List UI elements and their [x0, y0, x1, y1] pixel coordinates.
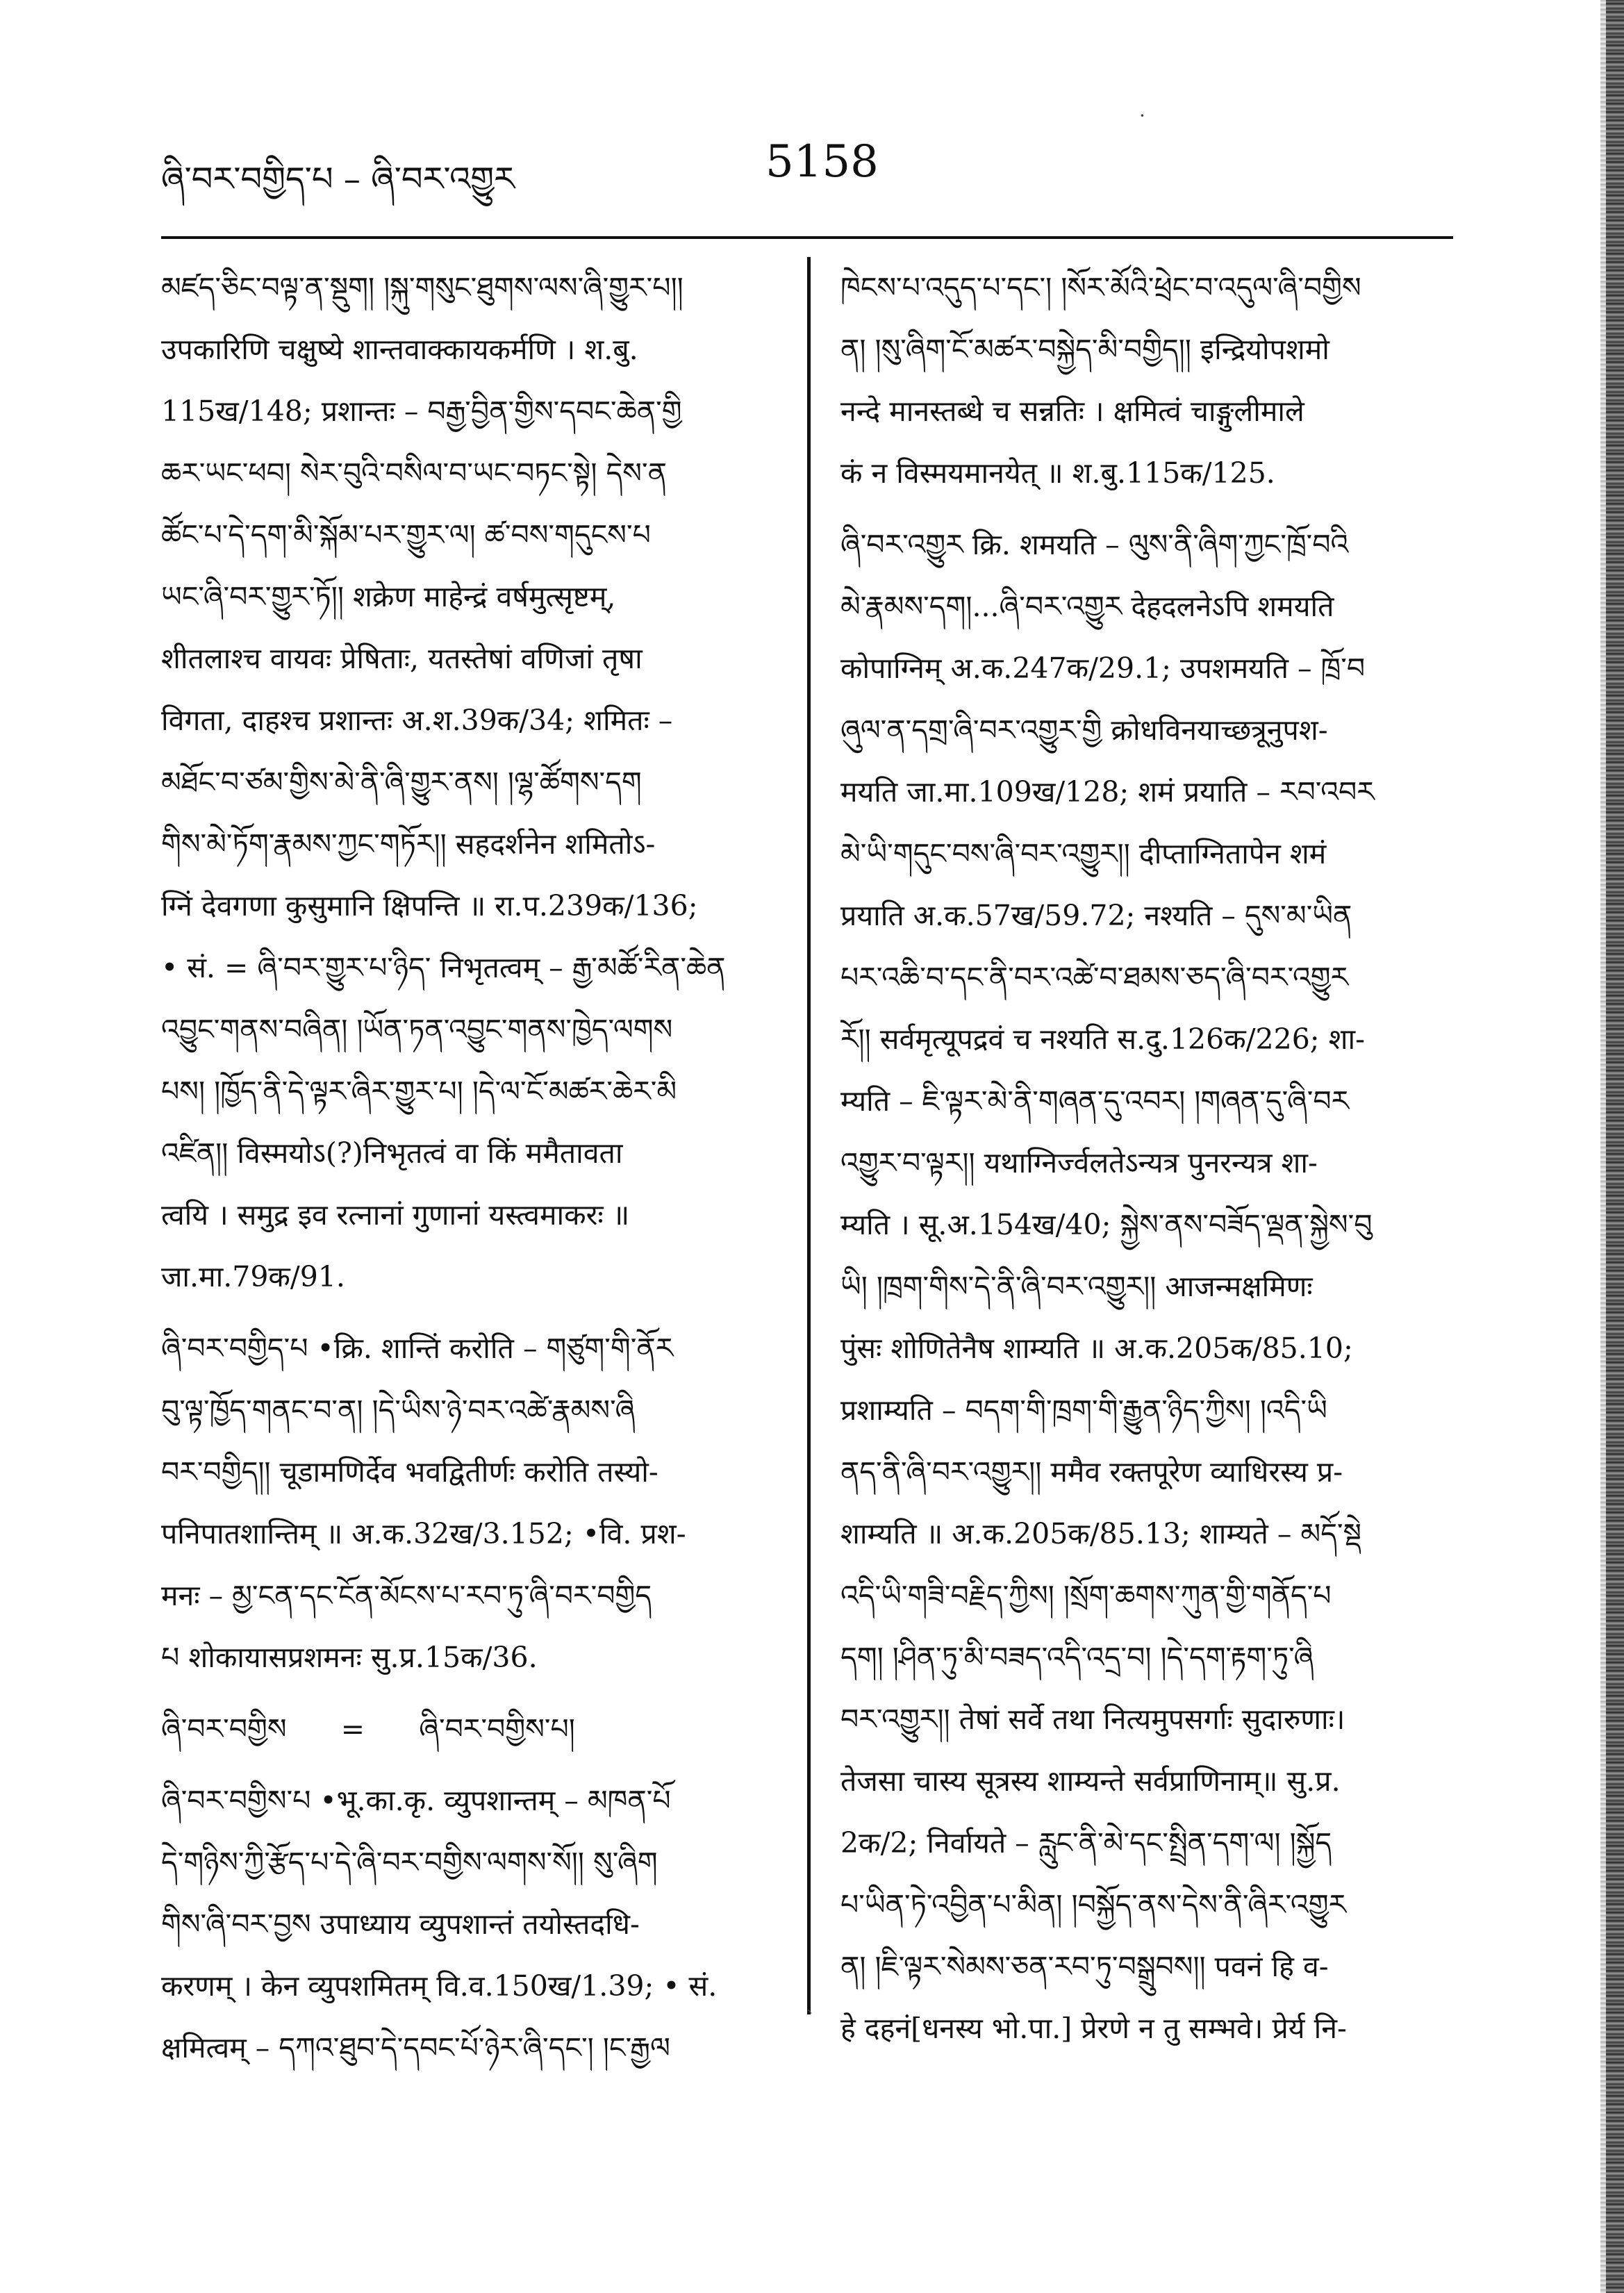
scan-speck: `	[806, 2008, 815, 2030]
text-line: གིས་ཞི་བར་བྱས उपाध्याय व्युपशान्तं तयोस्तदधि-	[161, 1907, 640, 1941]
text-line: तेजसा चास्य सूत्रस्य शाम्यन्ते सर्वप्राणिनाम्॥ सु.प्र.	[840, 1764, 1341, 1798]
text-line: शीतलाश्च वायवः प्रेषिताः, यतस्तेषां वणिजां तृषा	[161, 642, 643, 675]
left-column	[161, 257, 786, 2079]
text-line: ཚོང་པ་དེ་དག་མི་སྐོམ་པར་གྱུར་ལ། ཚ་བས་གདུངས་པ	[161, 518, 651, 552]
text-line: པར་འཆི་བ་དང་ནི་བར་འཚེ་བ་ཐམས་ཅད་ཞི་བར་འགྱུར	[840, 961, 1349, 994]
text-line: ཁེངས་པ་འདུད་པ་དང་། །སོར་མོའི་ཕྲེང་བ་འདུལ་ཞི་བགྱིས	[840, 271, 1361, 304]
running-head: ཞི་བར་བགྱིད་པ – ཞི་བར་འགྱུར	[161, 160, 515, 199]
text-line: हे दहनं[धनस्य भो.पा.] प्रेरणे न तु सम्भवे। प्रेर्य नि-	[840, 2012, 1347, 2045]
text-line: པ་ཡིན་ཏེ་འབྱིན་པ་མིན། །བསྐྱོད་ནས་དེས་ནི་ཞིར་འགྱུར	[840, 1888, 1347, 1921]
text-line: कं न विस्मयमानयेत् ॥ श.बु.115क/125.	[840, 456, 1275, 490]
scan-edge	[1606, 0, 1624, 2293]
text-line: जा.मा.79क/91.	[161, 1260, 345, 1293]
text-line: པས། །ཁྱོད་ནི་དེ་ལྟར་ཞིར་གྱུར་པ། །དེ་ལ་ངོ་མཚར་ཆེར་མི	[161, 1075, 677, 1108]
text-line: मयति जा.मा.109ख/128; शमं प्रयाति – རབ་འབར	[840, 775, 1375, 809]
text-line: ཆར་ཡང་ཕབ། སེར་བུའི་བསིལ་བ་ཡང་བཏང་སྟེ། དེས་ན	[161, 456, 667, 490]
text-line: པ शोकायासप्रशमनः सु.प्र.15क/36.	[161, 1641, 538, 1674]
text-line: ཡི། །ཁྲག་གིས་དེ་ནི་ཞི་བར་འགྱུར།། आजन्मक्षमिणः	[840, 1270, 1313, 1303]
text-line: ཞི་བར་བགྱིད་པ •क्रि. शान्तिं करोति – གཙུག་གི་ནོར	[161, 1332, 674, 1365]
text-line: ཞི་བར་བགྱིས = ཞི་བར་བགྱིས་པ།	[161, 1712, 575, 1746]
text-line: पनिपातशान्तिम् ॥ अ.क.32ख/3.152; •वि. प्रश-	[161, 1517, 686, 1550]
text-line: नन्दे मानस्तब्धे च सन्नतिः । क्षमित्वं चाङ्गुलीमाले	[840, 395, 1304, 428]
entry-gap	[840, 504, 1452, 514]
text-line: མེ་རྣམས་དག།...ཞི་བར་འགྱུར देहदलनेऽपि शमयति	[840, 590, 1334, 623]
text-line: འཛིན།། विस्मयोऽ(?)निभृतत्वं वा किं ममैतावता	[161, 1136, 623, 1170]
text-line: བར་བགྱིད།། चूडामणिर्देव भवद्वितीर्णः करोति तस्यो-	[161, 1455, 658, 1489]
text-line: གིས་མེ་ཏོག་རྣམས་ཀྱང་གཏོར།། सहदर्शनेन शमितोऽ-	[161, 827, 656, 861]
page-header	[161, 136, 1446, 199]
text-line: त्वयि । समुद्र इव रत्नानां गुणानां यस्त्वमाकरः ॥	[161, 1198, 630, 1232]
text-line: करणम् । केन व्युपशमितम् वि.व.150ख/1.39; • सं.	[161, 1969, 718, 2003]
text-line: ཞུལ་ན་དགྲ་ཞི་བར་འགྱུར་གྱི क्रोधविनयाच्छत्रूनुपश-	[840, 713, 1328, 747]
text-line: शाम्यति ॥ अ.क.205क/85.13; शाम्यते – མདོ་སྡེ	[840, 1517, 1361, 1550]
text-line: उपकारिणि चक्षुष्ये शान्तवाक्कायकर्मणि । श.बु.	[161, 333, 638, 366]
text-line: མེ་ཡི་གདུང་བས་ཞི་བར་འགྱུར།། दीप्ताग्नितापेन शमं	[840, 837, 1327, 870]
text-line: རོ།། सर्वमृत्यूपद्रवं च नश्यति स.दु.126क/226; शा-	[840, 1023, 1365, 1056]
text-line: क्षमित्वम् – དཀའ་ཐུབ་དེ་དབང་པོ་ཉེར་ཞི་དང་། །ང་རྒྱལ	[161, 2031, 670, 2064]
text-line: འབྱུང་གནས་བཞིན། །ཡོན་ཏན་འབྱུང་གནས་ཁྱེད་ལགས	[161, 1013, 673, 1046]
text-line: म्यति – ཇི་ལྟར་མེ་ནི་གཞན་དུ་འབར། །གཞན་དུ་ཞི་བར	[840, 1084, 1350, 1118]
text-line: ཡང་ཞི་བར་གྱུར་ཏོ།། शक्रेण माहेन्द्रं वर्षमुत्सृष्टम्,	[161, 580, 616, 613]
text-line: ग्निं देवगणा कुसुमानि क्षिपन्ति ॥ रा.प.239क/136;	[161, 889, 698, 922]
text-line: कोपाग्निम् अ.क.247क/29.1; उपशमयति – ཁྲོ་བ	[840, 652, 1366, 685]
right-column	[840, 257, 1452, 2060]
text-line: ཞི་བར་འགྱུར क्रि. शमयति – ལུས་ནི་ཞིག་ཀྱང་ཁྲོ་བའི	[840, 528, 1349, 561]
text-line: མཛད་ཅིང་བལྟ་ན་སྡུག། །སྐུ་གསུང་ཐུགས་ལས་ཞི་གྱུར་པ།།	[161, 271, 683, 304]
column-divider	[807, 257, 811, 2014]
text-line: བར་འགྱུར།། तेषां सर्वे तथा नित्यमुपसर्गाः सुदारुणाः।	[840, 1703, 1345, 1736]
entry-gap	[161, 1689, 786, 1698]
text-line: ཞི་བར་བགྱིས་པ •भू.का.कृ. व्युपशान्तम् – མཁན་པོ	[161, 1784, 671, 1817]
scan-speck: ·	[1139, 104, 1145, 127]
entry-gap	[161, 1308, 786, 1318]
text-line: मनः – མྱ་ངན་དང་ངོན་མོངས་པ་རབ་ཏུ་ཞི་བར་བགྱིད	[161, 1579, 652, 1612]
text-line: འགྱུར་བ་ལྟར།། यथाग्निर्ज्वलतेऽन्यत्र पुनरन्यत्र शा-	[840, 1146, 1318, 1179]
text-line: ནད་ནི་ཞི་བར་འགྱུར།། ममैव रक्तपूरेण व्याधिरस्य प्र-	[840, 1455, 1343, 1489]
scan-edge-shading	[1600, 0, 1606, 2293]
text-line: • सं. = ཞི་བར་གྱུར་པ་ཉིད་ निभृतत्वम् – རྒྱ་མཚོ་རིན་ཆེན	[161, 951, 726, 984]
text-line: विगता, दाहश्च प्रशान्तः अ.श.39क/34; शमितः –	[161, 704, 673, 737]
text-line: འདི་ཡི་གཟི་བརྗིད་ཀྱིས། །སྲོག་ཆགས་ཀུན་གྱི་གནོད་པ	[840, 1579, 1332, 1612]
text-line: प्रशाम्यति – བདག་གི་ཁྲག་གི་རྒྱུན་ཉིད་ཀྱིས། །འདི་ཡི	[840, 1393, 1327, 1427]
text-line: 2क/2; निर्वायते – རླུང་ནི་མེ་དང་སྤྲིན་དག་ལ། །སྐྱོད	[840, 1826, 1332, 1860]
text-line: དེ་གཉིས་ཀྱི་རྩོད་པ་དེ་ཞི་བར་བགྱིས་ལགས་སོ།། སུ་ཞིག	[161, 1846, 658, 1879]
text-line: पुंसः शोणितेनैष शाम्यति ॥ अ.क.205क/85.10;	[840, 1332, 1353, 1365]
text-line: ན། །ཇི་ལྟར་སེམས་ཅན་རབ་ཏུ་བསྒྲུབས།། पवनं हि व-	[840, 1950, 1329, 1983]
text-line: ན། །སུ་ཞིག་ངོ་མཚར་བསྐྱེད་མི་བགྱིད།། इन्द्रियोपशमो	[840, 333, 1329, 366]
text-line: དག། །ཤིན་ཏུ་མི་བཟད་འདི་འདྲ་བ། །དེ་དག་རྟག་ཏུ་ཞི	[840, 1641, 1314, 1674]
text-line: 115ख/148; प्रशान्तः – བརྒྱ་བྱིན་གྱིས་དབང་ཆེན་གྱི	[161, 395, 682, 428]
entry-gap	[161, 1760, 786, 1770]
text-line: प्रयाति अ.क.57ख/59.72; नश्यति – དུས་མ་ཡིན	[840, 899, 1352, 932]
text-line: म्यति । सू.अ.154ख/40; སྐྱེས་ནས་བཟོད་ལྡན་སྐྱེས་བུ	[840, 1208, 1373, 1241]
header-rule	[161, 236, 1453, 239]
text-line: མཐོང་བ་ཙམ་གྱིས་མེ་ནི་ཞི་གྱུར་ནས། །ལྷ་ཚོགས་དག	[161, 765, 642, 799]
text-line: བུ་ལྟ་ཁྱོད་གནང་བ་ན། །དེ་ཡིས་ཉེ་བར་འཚེ་རྣམས་ཞི	[161, 1393, 636, 1427]
page-number: 5158	[765, 136, 879, 188]
